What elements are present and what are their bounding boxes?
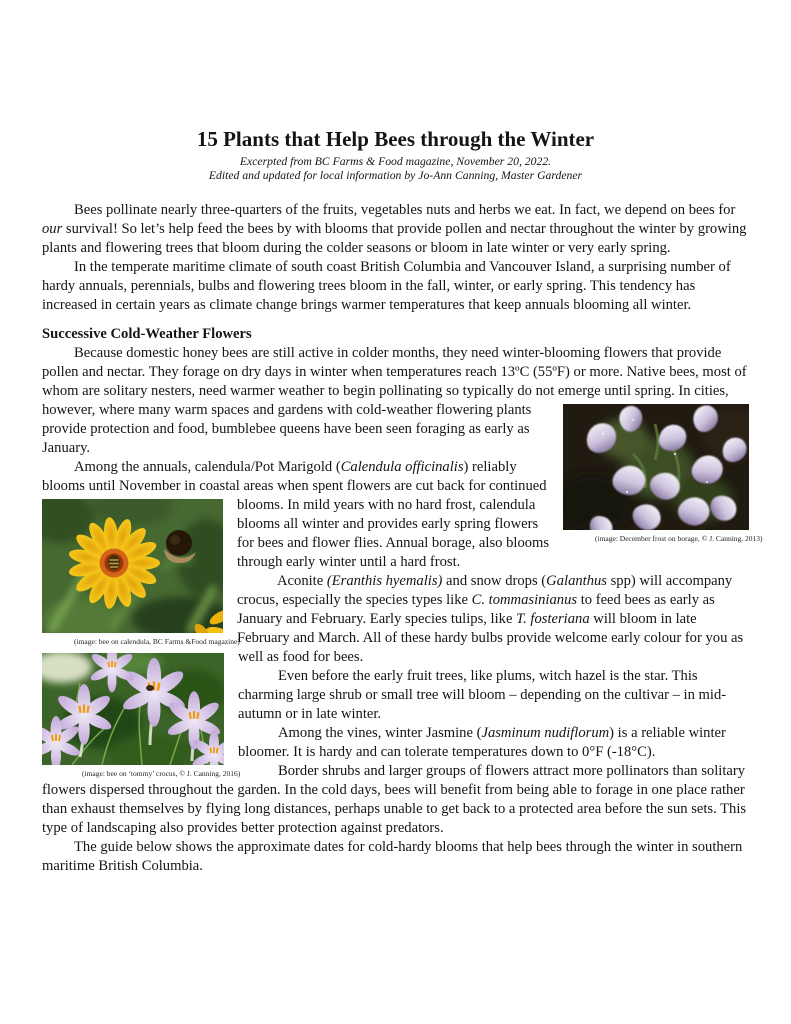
text-run-italic: our: [42, 221, 63, 237]
text-run: and snow drops (: [442, 573, 547, 589]
bee-on-calendula: [108, 555, 120, 570]
text-run: spp) will accompany crocus, especially the species types like: [237, 573, 733, 608]
text-run: In the temperate maritime climate of south coast British Columbia and Vancouver Island, a surprising number of hardy annuals, perennials, bulbs and flowering trees bloom in the fall, winter, or early spring. This tendency has increased in certain years as climate change brings warmer temperatures that keep annuals blooming all winter.: [42, 259, 731, 313]
figure-calendula: [42, 499, 240, 646]
bee-on-crocus: [146, 685, 154, 691]
text-run: Border shrubs and larger groups of flowers attract more pollinators than solitary flowers dispersed throughout the garden. In the cold days, bees will benefit from being able to forage in one place rather than exhaust themselves by flying long distances, perhaps unable to get back to a protected area before the sun sets. This type of landscaping also provides better protection against predators.: [42, 763, 747, 836]
paragraph-bees-pollinate: [42, 201, 749, 258]
calendula-caption: (image: bee on calendula, BC Farms &Food magazine): [74, 637, 240, 646]
borage-photo: [563, 404, 749, 530]
paragraph-temperate-climate: [42, 258, 749, 315]
text-run: Bees pollinate nearly three-quarters of the fruits, vegetables nuts and herbs we eat. In fact, we depend on bees for: [74, 202, 736, 218]
text-run: Even before the early fruit trees, like plums, witch hazel is the star. This charming large shrub or small tree will bloom – depending on the cultivar – in mid-autumn or in late winter.: [238, 668, 727, 722]
text-run: Among the vines, winter Jasmine (: [278, 725, 482, 741]
text-run-italic: Jasminum nudiflorum: [481, 725, 610, 741]
text-run: The guide below shows the approximate dates for cold-hardy blooms that help bees through the winter in southern maritime British Columbia.: [42, 839, 743, 874]
text-run: Because domestic honey bees are still active in colder months, they need winter-blooming flowers that provide pollen and nectar. They forage on dry days in winter when temperatures reach 13ºC (55ºF) or more. Native bees, most of whom are solitary nesters, need warmer weather to begin pollinating so typically do not emerge until spring. In cities, however, where many warm spaces and gardens with cold-weather flowering: [42, 345, 747, 418]
paragraph-guide-below: [42, 838, 749, 876]
crocus-photo: [42, 653, 224, 765]
text-run: plants provide protection and food, bumblebee queens have been seen foraging as early as January.: [42, 402, 532, 456]
text-run: ) is a reliable winter bloomer. It is hardy and can tolerate temperatures down to 0°F (-18°C).: [238, 725, 726, 760]
borage-caption: (image: December frost on borage, © J. Canning, 2013): [595, 534, 763, 543]
crocus-caption: (image: bee on ‘tommy’ crocus, © J. Canning, 2016): [82, 769, 241, 778]
text-run: ) reliably blooms until November in coastal areas when spent flowers are cut: [42, 459, 517, 494]
text-run-italic: Galanthus: [546, 573, 607, 589]
text-run-italic: C. tommasinianus: [471, 592, 578, 608]
text-run: Aconite: [277, 573, 327, 589]
figure-crocus: [42, 653, 241, 778]
text-run: survival! So let’s help feed the bees by with blooms that provide pollen and nectar throughout the winter by growing plants and flowering trees that bloom during the colder seasons or bloom in late winter or very early spring.: [42, 221, 747, 256]
text-run: back for continued blooms. In mild years with no hard frost, calendula blooms all winter and provides early spring flowers for bees and flower flies. Annual borage, also blooms through early winter until a hard frost.: [237, 478, 550, 570]
text-run: early colour for you as well as food for bees.: [238, 630, 744, 665]
text-run: to feed bees as early as January and February. Early species tulips, like: [237, 592, 715, 627]
text-run: will bloom in late February and March. All of these hardy bulbs provide welcome: [237, 611, 697, 646]
section-heading: Successive Cold-Weather Flowers: [42, 326, 252, 342]
text-run-italic: Calendula officinalis: [340, 459, 464, 475]
document-title: 15 Plants that Help Bees through the Winter: [196, 127, 595, 151]
subtitle-line-2: Edited and updated for local information by Jo-Ann Canning, Master Gardener: [208, 169, 583, 182]
text-run: Among the annuals, calendula/Pot Marigold (: [74, 459, 341, 475]
subtitle-line-1: Excerpted from BC Farms & Food magazine, November 20, 2022.: [239, 155, 552, 168]
calendula-photo: [42, 499, 223, 633]
text-run-italic: T. fosteriana: [516, 611, 590, 627]
figure-borage: [563, 404, 763, 543]
text-run-italic: (Eranthis hyemalis): [326, 573, 443, 589]
